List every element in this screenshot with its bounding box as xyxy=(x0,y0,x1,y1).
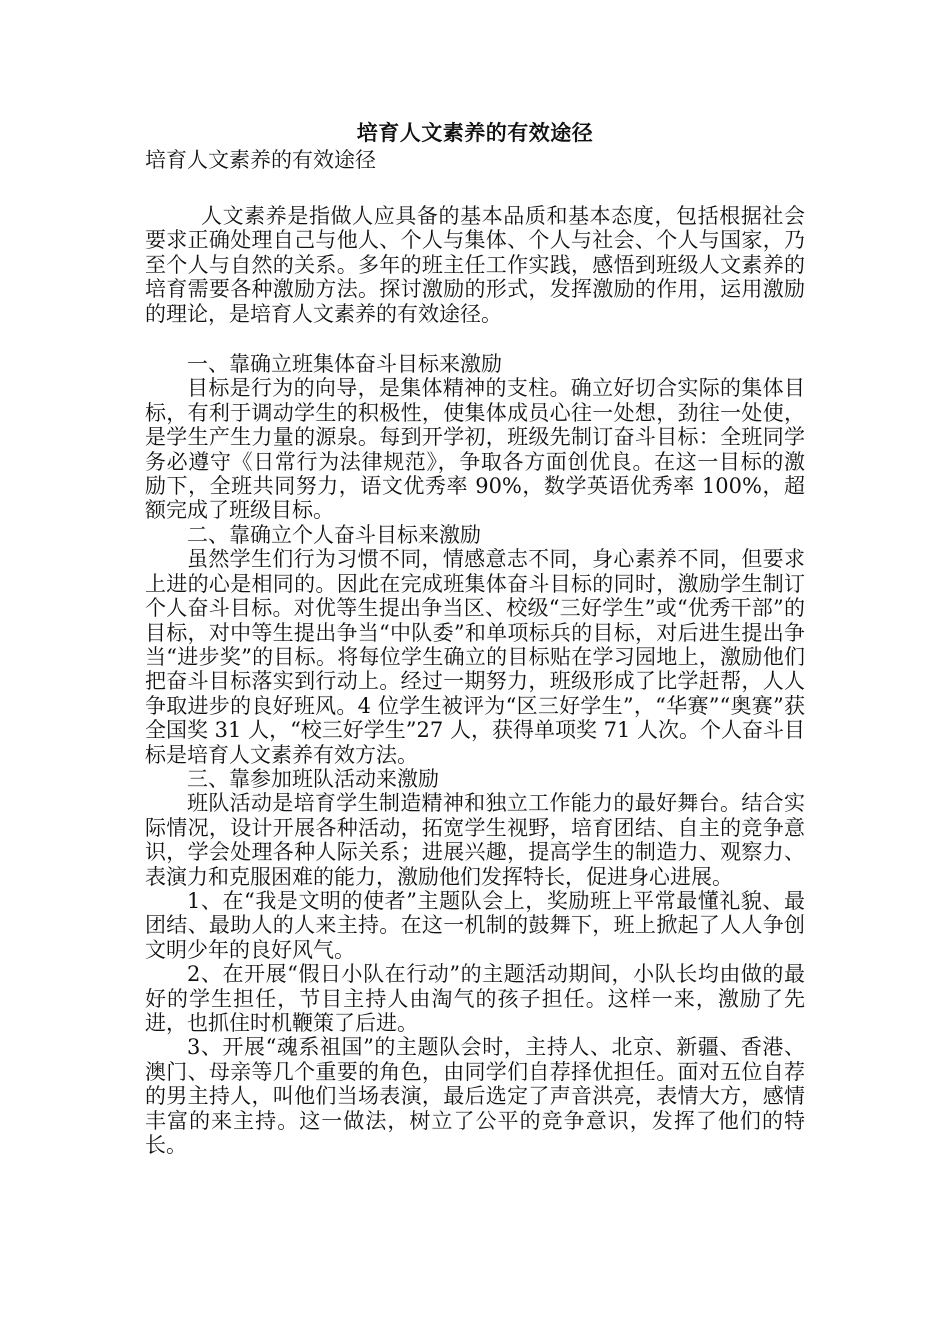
document-subtitle: 培育人文素养的有效途径 xyxy=(145,148,376,172)
section-2-paragraph: 虽然学生们行为习惯不同，情感意志不同，身心素养不同，但要求上进的心是相同的。因此在完成班集体奋斗目标的同时，激励学生制订个人奋斗目标。对优等生提出争当区、校级“三好学生”或“优秀干部”的目标，对中等生提出争当“中队委”和单项标兵的目标，对后进生提出争当“进步奖”的目标。将每位学生确立的目标贴在学习园地上，激励他们把奋斗目标落实到行动上。经过一期努力，班级形成了比学赶帮，人人争取进步的良好班风。4 位学生被评为“区三好学生”，“华赛”“奥赛”获全国奖 31 人，“校三好学生”27 人，获得单项奖 71 人次。个人奋斗目标是培育人文素养有效方法。 xyxy=(145,547,806,767)
section-3-item-1: 1、在“我是文明的使者”主题队会上，奖励班上平常最懂礼貌、最团结、最助人的人来主持。在这一机制的鼓舞下，班上掀起了人人争创文明少年的良好风气。 xyxy=(145,888,805,962)
section-3-paragraph: 班队活动是培育学生制造精神和独立工作能力的最好舞台。结合实际情况，设计开展各种活动，拓宽学生视野，培育团结、自主的竞争意识，学会处理各种人际关系；进展兴趣，提高学生的制造力、观察力、表演力和克服困难的能力，激励他们发挥特长，促进身心进展。 xyxy=(145,791,805,889)
section-heading-3: 三、靠参加班队活动来激励 xyxy=(187,766,439,791)
document-title: 培育人文素养的有效途径 xyxy=(356,120,594,145)
section-3-item-3: 3、开展“魂系祖国”的主题队会时，主持人、北京、新疆、香港、澳门、母亲等几个重要的角色，由同学们自荐择优担任。面对五位自荐的男主持人，叫他们当场表演，最后选定了声音洪亮，表情大方，感情丰富的来主持。这一做法，树立了公平的竞争意识，发挥了他们的特长。 xyxy=(145,1035,805,1158)
section-1-paragraph: 目标是行为的向导，是集体精神的支柱。确立好切合实际的集体目标，有利于调动学生的积极性，使集体成员心往一处想，劲往一处使，是学生产生力量的源泉。每到开学初，班级先制订奋斗目标：全班同学务必遵守《日常行为法律规范》，争取各方面创优良。在这一目标的激励下，全班共同努力，语文优秀率 90%，数学英语优秀率 100%，超额完成了班级目标。 xyxy=(145,376,805,523)
intro-paragraph: 人文素养是指做人应具备的基本品质和基本态度，包括根据社会要求正确处理自己与他人、个人与集体、个人与社会、个人与国家，乃至个人与自然的关系。多年的班主任工作实践，感悟到班级人文素养的培育需要各种激励方法。探讨激励的形式，发挥激励的作用，运用激励的理论，是培育人文素养的有效途径。 xyxy=(145,204,805,326)
section-3-item-2: 2、在开展“假日小队在行动”的主题活动期间，小队长均由做的最好的学生担任，节目主持人由淘气的孩子担任。这样一来，激励了先进，也抓住时机鞭策了后进。 xyxy=(145,962,805,1035)
spacer xyxy=(145,326,805,352)
document-page xyxy=(145,120,805,1157)
section-heading-2: 二、靠确立个人奋斗目标来激励 xyxy=(187,522,481,547)
section-heading-1: 一、靠确立班集体奋斗目标来激励 xyxy=(187,352,502,377)
spacer xyxy=(145,174,805,204)
